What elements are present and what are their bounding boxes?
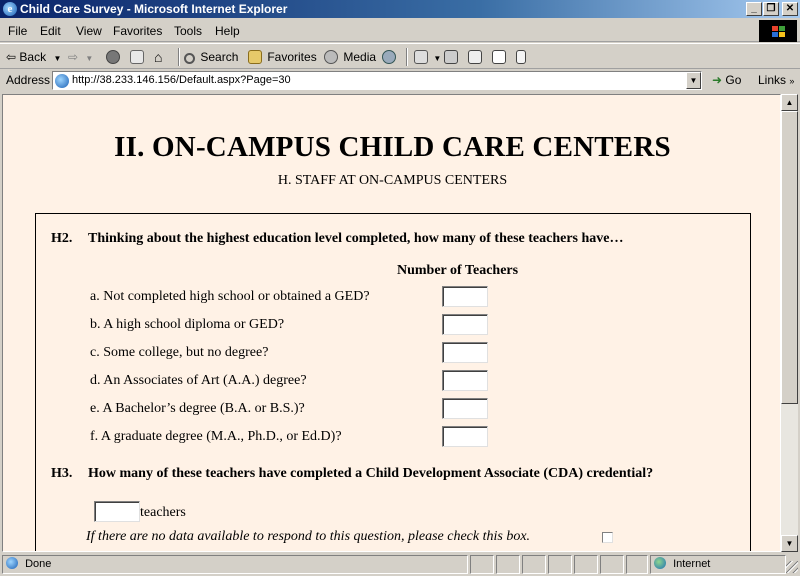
address-label: Address (6, 73, 51, 87)
favorites-button[interactable]: Favorites (248, 48, 317, 66)
address-bar (0, 70, 800, 92)
chevron-down-icon: ▼ (85, 54, 94, 63)
question-number-h3: H3. (51, 466, 73, 481)
no-data-checkbox[interactable] (602, 532, 613, 543)
teachers-count-input-f[interactable] (442, 426, 488, 447)
links-button[interactable]: Links » (758, 73, 795, 87)
vertical-scrollbar[interactable] (781, 94, 798, 552)
option-label-c: c. Some college, but no degree? (90, 345, 269, 360)
security-zone-pane (650, 555, 786, 574)
messenger-icon (516, 50, 526, 64)
question-number-h2: H2. (51, 231, 73, 246)
title-bar (0, 0, 800, 18)
status-pane (626, 555, 648, 574)
edit-button[interactable] (468, 48, 484, 66)
no-data-label: If there are no data available to respond to this question, please check this box. (86, 529, 531, 544)
internet-globe-icon (654, 557, 666, 569)
address-url: http://38.233.146.156/Default.aspx?Page=30 (72, 74, 291, 86)
teachers-count-input-b[interactable] (442, 314, 488, 335)
restore-button[interactable]: ❐ (763, 2, 779, 16)
media-button[interactable]: Media (324, 48, 376, 66)
page-title: II. ON-CAMPUS CHILD CARE CENTERS (114, 131, 671, 163)
address-input[interactable] (52, 71, 702, 90)
page-done-icon (6, 557, 18, 569)
status-pane (470, 555, 494, 574)
stop-button[interactable] (106, 48, 122, 66)
option-label-a: a. Not completed high school or obtained a GED? (90, 289, 370, 304)
chevron-down-icon: ▼ (53, 54, 62, 63)
menu-tools[interactable]: Tools (174, 24, 203, 38)
address-dropdown-button[interactable]: ▼ (686, 72, 701, 89)
question-panel (35, 213, 751, 552)
teachers-count-input-a[interactable] (442, 286, 488, 307)
refresh-button[interactable] (130, 48, 146, 66)
favorites-icon (248, 50, 262, 64)
back-button[interactable]: ⇦ Back ▼ (6, 50, 62, 64)
zone-text: Internet (673, 558, 711, 570)
menu-view[interactable]: View (76, 24, 102, 38)
windows-logo-icon (759, 20, 797, 42)
status-pane (600, 555, 624, 574)
history-icon (382, 50, 396, 64)
page-content (2, 94, 781, 552)
window-title: Child Care Survey - Microsoft Internet Explorer (20, 2, 288, 16)
discuss-button[interactable] (492, 48, 508, 66)
menu-favorites[interactable]: Favorites (113, 24, 163, 38)
chevron-right-icon: » (789, 76, 795, 86)
toolbar-separator (178, 48, 180, 66)
option-label-f: f. A graduate degree (M.A., Ph.D., or Ed.D)? (90, 429, 342, 444)
cda-teachers-input[interactable] (94, 501, 140, 522)
scroll-up-button[interactable]: ▲ (781, 94, 798, 111)
go-button[interactable]: ➜ Go (712, 73, 742, 87)
search-icon (184, 53, 195, 64)
menu-file[interactable]: File (8, 24, 28, 38)
toolbar (0, 43, 800, 69)
mail-icon (414, 50, 428, 64)
menu-edit[interactable]: Edit (40, 24, 61, 38)
page-icon (55, 74, 69, 88)
question-text-h2: Thinking about the highest education level completed, how many of these teachers have… (88, 231, 624, 246)
teachers-count-input-d[interactable] (442, 370, 488, 391)
print-icon (444, 50, 458, 64)
history-button[interactable] (382, 48, 398, 66)
refresh-icon (130, 50, 144, 64)
page-subtitle: H. STAFF AT ON-CAMPUS CENTERS (277, 173, 508, 188)
status-pane (522, 555, 546, 574)
status-pane (496, 555, 520, 574)
search-button[interactable]: Search (184, 48, 238, 66)
resize-grip-icon[interactable] (786, 561, 798, 573)
go-arrow-icon: ➜ (712, 73, 723, 87)
status-pane (574, 555, 598, 574)
home-button[interactable] (154, 48, 162, 66)
menu-bar (0, 20, 800, 42)
toolbar-separator (406, 48, 408, 66)
status-text: Done (25, 558, 52, 570)
print-button[interactable] (444, 48, 460, 66)
home-icon: ⌂ (154, 49, 163, 65)
menu-help[interactable]: Help (215, 24, 240, 38)
stop-icon (106, 50, 120, 64)
teachers-count-input-c[interactable] (442, 342, 488, 363)
cda-unit-label: teachers (140, 505, 186, 520)
column-header: Number of Teachers (397, 263, 519, 278)
teachers-count-input-e[interactable] (442, 398, 488, 419)
chevron-down-icon: ▼ (433, 54, 442, 63)
forward-arrow-icon: ⇨ (68, 50, 79, 64)
mail-button[interactable] (414, 48, 441, 66)
status-text-pane (2, 555, 468, 574)
scroll-thumb[interactable] (781, 111, 798, 404)
back-arrow-icon: ⇦ (6, 50, 17, 64)
option-label-b: b. A high school diploma or GED? (90, 317, 285, 332)
status-bar (0, 553, 800, 576)
discuss-icon (492, 50, 506, 64)
option-label-e: e. A Bachelor’s degree (B.A. or B.S.)? (90, 401, 305, 416)
status-pane (548, 555, 572, 574)
close-button[interactable]: ✕ (782, 2, 798, 16)
media-icon (324, 50, 338, 64)
ie-logo-icon: e (3, 2, 17, 16)
forward-button[interactable] (68, 48, 93, 66)
edit-icon (468, 50, 482, 64)
option-label-d: d. An Associates of Art (A.A.) degree? (90, 373, 307, 388)
scroll-down-button[interactable]: ▼ (781, 535, 798, 552)
messenger-button[interactable] (516, 48, 528, 66)
question-text-h3: How many of these teachers have completed a Child Development Associate (CDA) credential? (88, 466, 654, 481)
minimize-button[interactable]: _ (746, 2, 762, 16)
